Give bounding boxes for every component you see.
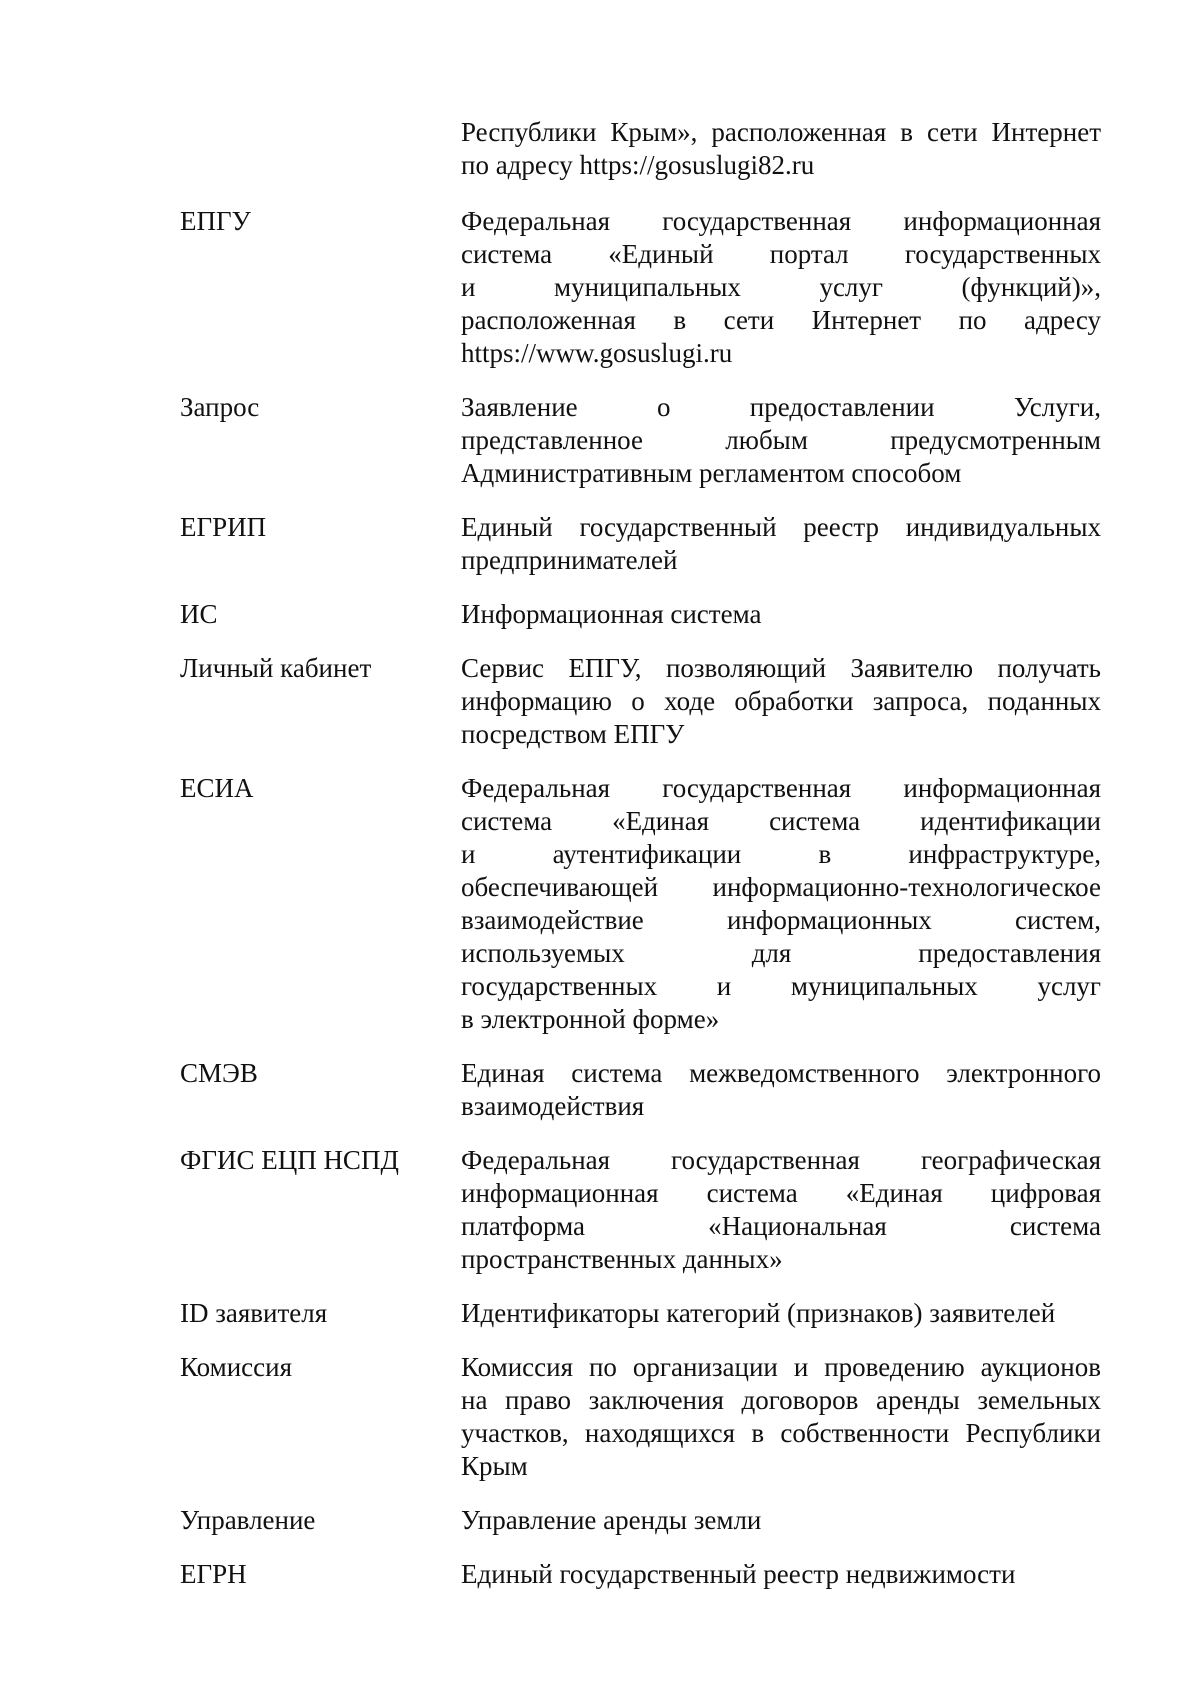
definition-line: по адресу https://gosuslugi82.ru (461, 150, 815, 180)
continued-definition (461, 116, 1101, 182)
term: Управление (180, 1505, 316, 1535)
definition-line: система «Единый портал государственных (461, 239, 1101, 269)
definition-line: в электронной форме» (461, 1004, 720, 1034)
definition-line: Управление аренды земли (461, 1505, 762, 1535)
definition-line: система «Единая система идентификации (461, 806, 1101, 836)
term: ЕГРИП (180, 512, 267, 542)
definition-line: участков, находящихся в собственности Республики (461, 1418, 1101, 1448)
entry-personal-account (180, 652, 1101, 751)
definition-line: Единый государственный реестр недвижимости (461, 1559, 1016, 1589)
entry-applicant-id (180, 1297, 1101, 1330)
definition-line: и муниципальных услуг (функций)», (461, 272, 1101, 302)
definition-line: посредством ЕПГУ (461, 719, 685, 749)
definition (461, 1057, 1101, 1123)
definition-line: информационная система «Единая цифровая (461, 1178, 1101, 1208)
definition (461, 1558, 1101, 1591)
definition-line: обеспечивающей информационно-технологическое (461, 872, 1101, 902)
definition-line: Информационная система (461, 599, 762, 629)
term: Комиссия (180, 1352, 293, 1382)
entry-zapros (180, 391, 1101, 490)
definition (461, 1504, 1101, 1537)
definition-line: пространственных данных» (461, 1244, 783, 1274)
definition-line: платформа «Национальная система (461, 1211, 1101, 1241)
abbreviations-list (180, 205, 1101, 1612)
definition-line: представленное любым предусмотренным (461, 425, 1101, 455)
entry-is (180, 598, 1101, 631)
definition-line: и аутентификации в инфраструктуре, (461, 839, 1101, 869)
definition (461, 1297, 1101, 1330)
definition-line: https://www.gosuslugi.ru (461, 338, 733, 368)
definition-line: взаимодействие информационных систем, (461, 905, 1101, 935)
definition (461, 511, 1101, 577)
definition-line: расположенная в сети Интернет по адресу (461, 305, 1101, 335)
definition-line: Сервис ЕПГУ, позволяющий Заявителю получать (461, 653, 1101, 683)
term: ЕГРН (180, 1559, 247, 1589)
entry-commission (180, 1351, 1101, 1483)
definition-line: Федеральная государственная географическая (461, 1145, 1101, 1175)
definition (461, 205, 1101, 370)
definition-line: Административным регламентом способом (461, 458, 962, 488)
definition-line: Федеральная государственная информационная (461, 206, 1101, 236)
definition (461, 598, 1101, 631)
entry-department (180, 1504, 1101, 1537)
entry-esia (180, 772, 1101, 1036)
term: Личный кабинет (180, 653, 372, 683)
term: ЕСИА (180, 773, 254, 803)
entry-epgu (180, 205, 1101, 370)
definition (461, 652, 1101, 751)
definition-line: Комиссия по организации и проведению аукционов (461, 1352, 1101, 1382)
definition-line: Крым (461, 1451, 528, 1481)
entry-smev (180, 1057, 1101, 1123)
definition-line: Заявление о предоставлении Услуги, (461, 392, 1101, 422)
definition-line: предпринимателей (461, 545, 678, 575)
term: СМЭВ (180, 1058, 258, 1088)
entry-fgis-ecp-nspd (180, 1144, 1101, 1276)
term: ID заявителя (180, 1298, 328, 1328)
definition-line: Единая система межведомственного электронного (461, 1058, 1101, 1088)
definition-line: Единый государственный реестр индивидуальных (461, 512, 1101, 542)
definition-line: используемых для предоставления (461, 938, 1101, 968)
definition-line: на право заключения договоров аренды земельных (461, 1385, 1101, 1415)
entry-egrip (180, 511, 1101, 577)
definition-line: взаимодействия (461, 1091, 645, 1121)
term: ФГИС ЕЦП НСПД (180, 1145, 399, 1175)
definition-line: Федеральная государственная информационная (461, 773, 1101, 803)
entry-egrn (180, 1558, 1101, 1591)
definition (461, 772, 1101, 1036)
definition-line: Идентификаторы категорий (признаков) заявителей (461, 1298, 1056, 1328)
definition-line: Республики Крым», расположенная в сети Интернет (461, 117, 1101, 147)
definition-line: государственных и муниципальных услуг (461, 971, 1101, 1001)
definition (461, 1351, 1101, 1483)
term: ЕПГУ (180, 206, 251, 236)
term: ИС (180, 599, 218, 629)
definition (461, 391, 1101, 490)
definition (461, 1144, 1101, 1276)
term: Запрос (180, 392, 260, 422)
definition-line: информацию о ходе обработки запроса, поданных (461, 686, 1101, 716)
